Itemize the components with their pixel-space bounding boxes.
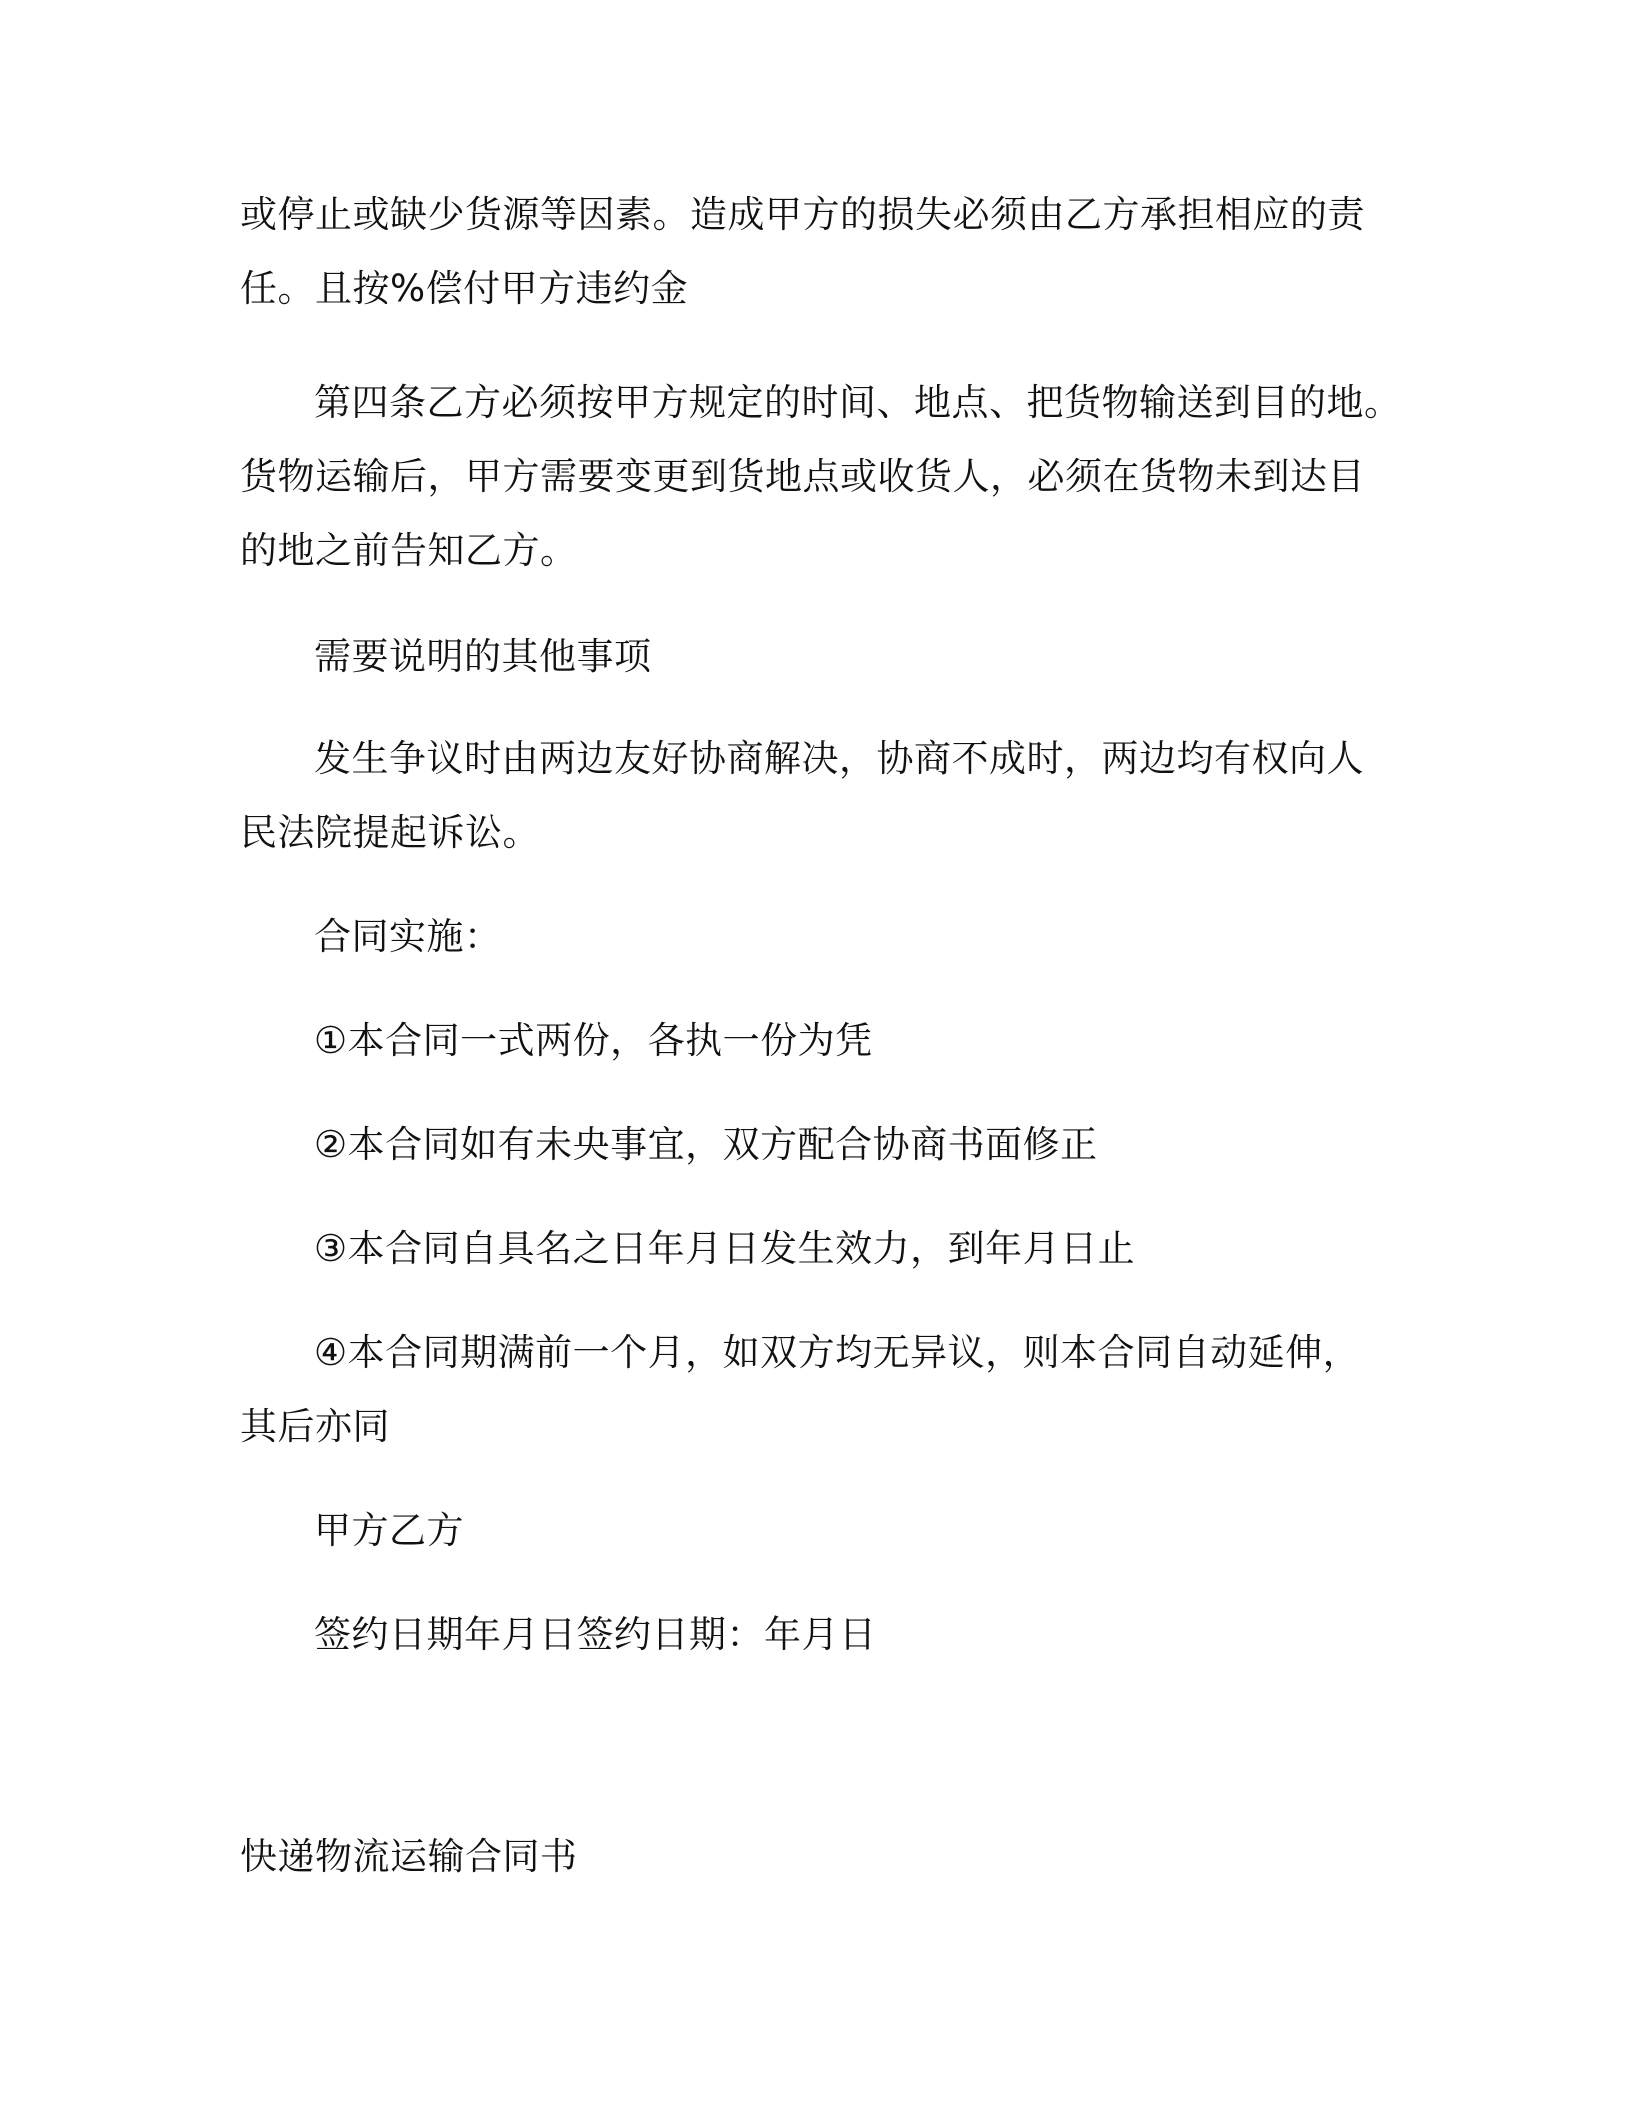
- text-line: ①本合同一式两份，各执一份为凭: [314, 1019, 873, 1062]
- paragraph-dispute: [240, 722, 1380, 870]
- next-document-title: [240, 1820, 1380, 1894]
- paragraph-clause-1: [240, 1004, 1380, 1078]
- paragraph-parties: [240, 1494, 1380, 1568]
- text-line: 需要说明的其他事项: [314, 635, 652, 678]
- paragraph-clause-4: [240, 1316, 1380, 1464]
- paragraph-signing-date: [240, 1598, 1380, 1672]
- text-line: 或停止或缺少货源等因素。造成甲方的损失必须由乙方承担相应的责: [240, 193, 1365, 236]
- paragraph-other-matters: [240, 620, 1380, 694]
- text-line: 民法院提起诉讼。: [240, 811, 540, 854]
- text-line: 合同实施：: [314, 915, 502, 958]
- text-line: 签约日期年月日签约日期：年月日: [314, 1613, 877, 1656]
- text-line: 货物运输后，甲方需要变更到货地点或收货人，必须在货物未到达目: [240, 455, 1365, 498]
- text-line: 其后亦同: [240, 1405, 390, 1448]
- text-line: 的地之前告知乙方。: [240, 529, 578, 572]
- paragraph-clause-2: [240, 1108, 1380, 1182]
- text-line: 任。且按%偿付甲方违约金: [240, 267, 689, 310]
- paragraph-implementation-heading: [240, 900, 1380, 974]
- title-text: 快递物流运输合同书: [240, 1835, 578, 1878]
- text-line: ②本合同如有未央事宜，双方配合协商书面修正: [314, 1123, 1098, 1166]
- text-line: 第四条乙方必须按甲方规定的时间、地点、把货物输送到目的地。: [314, 381, 1402, 424]
- text-line: 甲方乙方: [314, 1509, 464, 1552]
- text-line: ③本合同自具名之日年月日发生效力，到年月日止: [314, 1227, 1136, 1270]
- paragraph-liability: [240, 178, 1380, 326]
- paragraph-clause-3: [240, 1212, 1380, 1286]
- text-line: ④本合同期满前一个月，如双方均无异议，则本合同自动延伸，: [314, 1331, 1361, 1374]
- paragraph-article-four: [240, 366, 1402, 588]
- text-line: 发生争议时由两边友好协商解决，协商不成时，两边均有权向人: [314, 737, 1364, 780]
